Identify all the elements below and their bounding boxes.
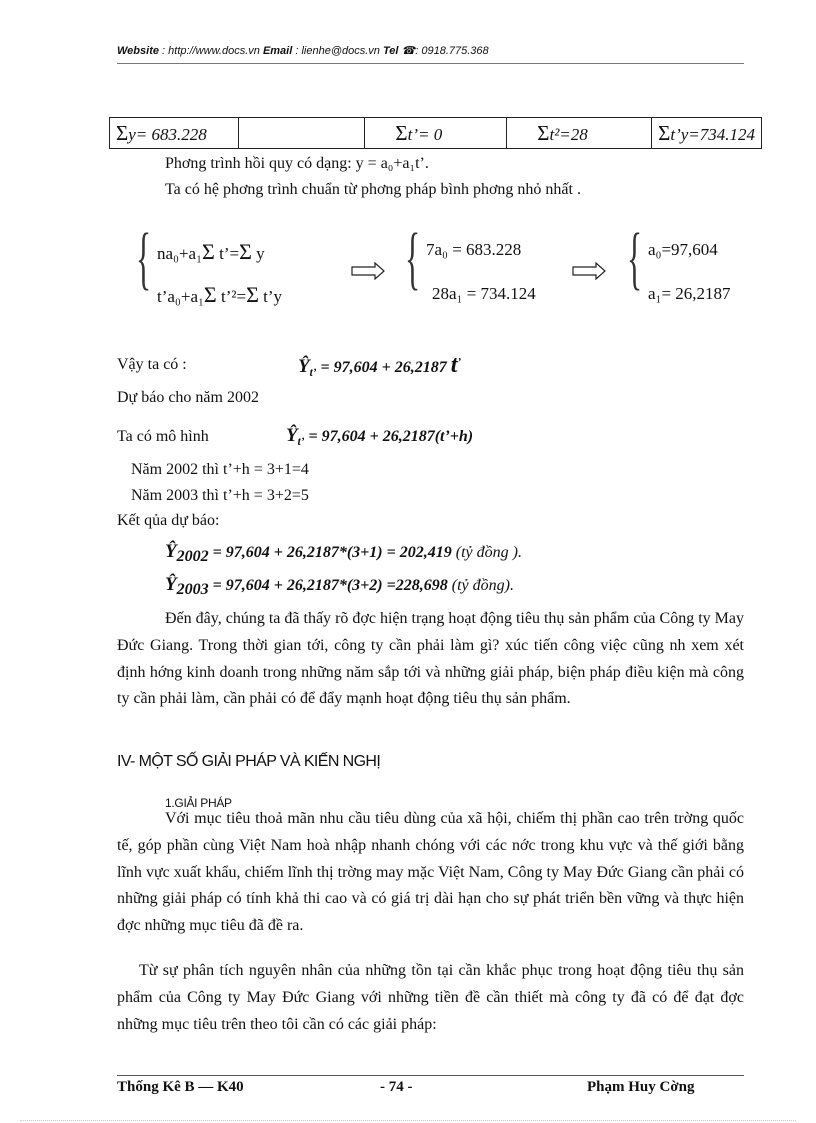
regression-form-text: Phơng trình hồi quy có dạng: y = a₀+a₁t’. — [165, 155, 429, 172]
sigma-icon: Σ — [537, 120, 550, 145]
sigma-icon: Σ — [239, 239, 252, 264]
model-formula: $Ŷ_{t’} = 97,604 + 26,2187$ t’ — [298, 352, 462, 380]
sigma-icon: Σ — [246, 282, 259, 307]
tel-label: Tel — [382, 45, 399, 57]
model2-label: Ta có mô hình — [117, 428, 209, 445]
brace-middle: { — [405, 220, 421, 297]
sigma-icon: Σ — [658, 120, 671, 145]
system-mid-eq1: 7a₀ = 683.228 — [426, 240, 522, 259]
system-res-eq2: a₁= 26,2187 — [648, 284, 731, 303]
normal-equation-text: Ta có hệ phơng trình chuẩn từ phơng pháp bình phơng nhỏ nhất . — [165, 181, 581, 198]
model2-formula: $Ŷ_{t’} = 97,604$ + 26,2187(t’+h) — [286, 425, 474, 449]
system-eq1: na₀+a₁Σ t’=Σ y — [157, 239, 265, 264]
header-divider — [117, 63, 744, 64]
system-eq2: t’a₀+a₁Σ t’²=Σ t’y — [157, 282, 283, 307]
paragraph-conclusion: Đến đây, chúng ta đã thấy rõ đợc hiện trạng hoạt động tiêu thụ sản phẩm của Công ty May Đức Giang. Trong thời gian tới, công ty cần phải làm gì? xúc tiến công việc cũng nh xem xét định hớng kinh doanh trong những năm sắp tới và những giải pháp, biện pháp điều kiện mà công ty cần phải làm, cần phải có để đẩy mạnh hoạt động tiêu thụ sản phẩm. — [117, 610, 744, 708]
forecast-title: Dự báo cho năm 2002 — [117, 389, 259, 406]
phone-icon: ☎ — [401, 45, 416, 57]
brace-right: { — [627, 220, 643, 297]
system-mid-eq2: 28a₁ = 734.124 — [432, 284, 536, 303]
page-edge — [20, 1120, 796, 1121]
result-title: Kết qủa dự báo: — [117, 512, 220, 529]
section-title: IV- MỘT SỐ GIẢI PHÁP VÀ KIẾN NGHỊ — [117, 753, 381, 770]
sum-table — [109, 117, 762, 149]
footer-left: Thống Kê B — K40 — [117, 1079, 244, 1095]
subsection-title: 1.GIẢI PHÁP — [165, 796, 232, 810]
sum-cell-empty — [238, 118, 365, 149]
email-value[interactable]: : lienhe@docs.vn — [295, 45, 380, 57]
paragraph-solutions: Từ sự phân tích nguyên nhân của những tồn tại cần khắc phục trong hoạt động tiêu thụ sản phẩm của Công ty May Đức Giang với những tiền đề cần thiết mà công ty đã có để đạt đợc những mục tiêu trên theo tôi cần có các giải pháp: — [117, 962, 744, 1033]
sum-cell-y: Σy= 683.228 — [110, 118, 239, 149]
result-2003: $Ŷ_{2003} = 97,604 + 26,2187*(3+2) =228,698$ (tỷ đồng). — [165, 574, 514, 599]
footer-divider — [117, 1075, 744, 1076]
website-value[interactable]: : http://www.docs.vn — [162, 45, 260, 57]
table-row — [110, 118, 762, 149]
sigma-icon: Σ — [202, 239, 215, 264]
page-number: - 74 - — [380, 1079, 413, 1095]
tel-value: : 0918.775.368 — [415, 45, 489, 57]
sigma-icon: Σ — [203, 282, 217, 307]
implies-arrow-icon — [572, 262, 606, 280]
sum-cell-t: Σt’= 0 — [365, 118, 507, 149]
sum-cell-ty: Σt’y=734.124 — [652, 118, 762, 149]
system-res-eq1: a₀=97,604 — [648, 240, 718, 259]
paragraph-goals: Với mục tiêu thoả mãn nhu cầu tiêu dùng của xã hội, chiếm thị phần cao trên trờng quốc tế, góp phần cùng Việt Nam hoà nhập nhanh chóng với các nớc trong khu vực và thế giới bằng lĩnh vực xuất khẩu, chiếm lĩnh thị trờng may mặc Việt Nam, Công ty May Đức Giang cần phải có những giải pháp có tính khả thi cao và có giá trị dài hạn cho sự phát triển bền vững và thực hiện đợc những mục tiêu đã đề ra. — [117, 810, 744, 935]
result-2002: $Ŷ_{2002} = 97,604 + 26,2187*(3+1) = 202,419$ (tỷ đồng ). — [165, 541, 522, 566]
sum-cell-t2: Σt²=28 — [507, 118, 652, 149]
sigma-icon: Σ — [395, 120, 408, 145]
brace-left: { — [136, 220, 152, 297]
website-label: Website — [117, 45, 159, 57]
sigma-icon: Σ — [116, 120, 129, 145]
footer-author: Phạm Huy Cờng — [587, 1079, 695, 1095]
model-label: Vậy ta có : — [117, 356, 187, 373]
year-line-2003: Năm 2003 thì t’+h = 3+2=5 — [131, 487, 309, 504]
implies-arrow-icon — [351, 262, 385, 280]
page-header — [117, 44, 489, 57]
year-line-2002: Năm 2002 thì t’+h = 3+1=4 — [131, 461, 309, 478]
email-label: Email — [262, 45, 293, 57]
